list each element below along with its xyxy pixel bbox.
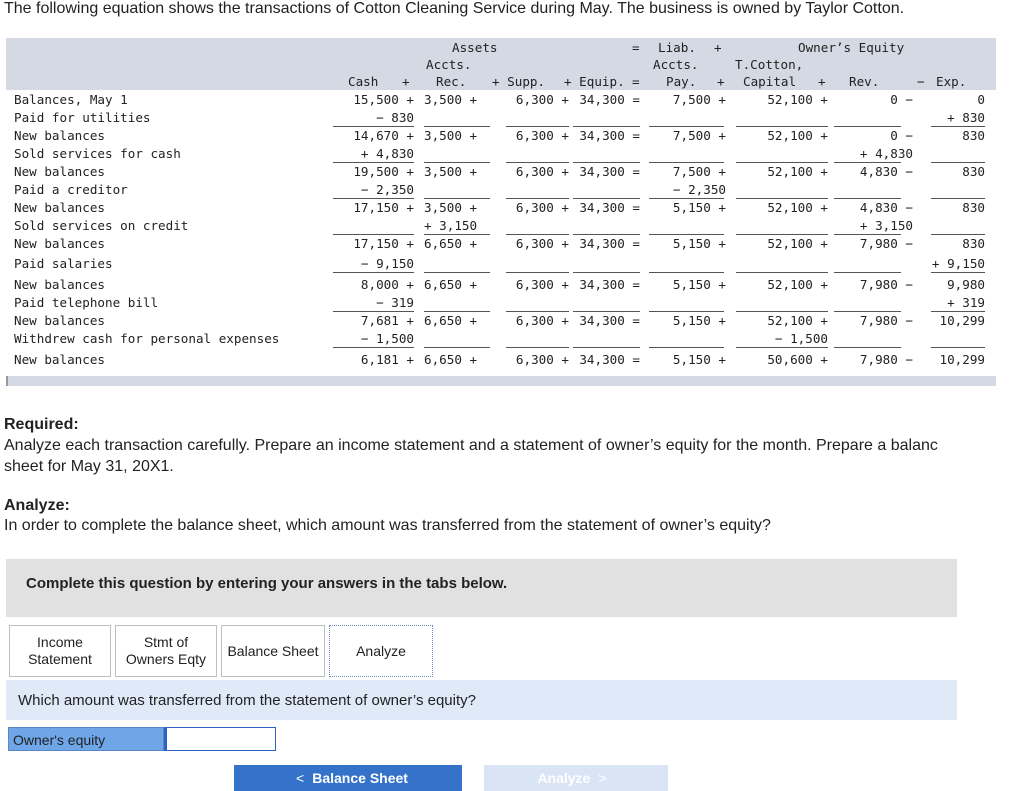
cell-pay: 5,150 + xyxy=(672,236,726,251)
cell-exp: + 830 xyxy=(947,110,985,125)
row-label: Paid a creditor xyxy=(14,182,128,197)
rule-line xyxy=(573,198,640,199)
cell-exp: 830 xyxy=(962,200,985,215)
next-button-label: Analyze xyxy=(537,770,591,786)
cell-cash: + 4,830 xyxy=(360,146,414,161)
cell-rec: 6,650 + xyxy=(424,352,478,367)
rule-line xyxy=(333,347,414,348)
cell-exp: 830 xyxy=(962,128,985,143)
cell-rec: 6,650 + xyxy=(424,277,478,292)
tab-income-statement[interactable] xyxy=(9,625,111,677)
rule-line xyxy=(931,234,985,235)
cell-cash: 15,500 + xyxy=(353,92,414,107)
header-exp: Exp. xyxy=(936,74,967,89)
cell-rev: 0 − xyxy=(890,128,913,143)
rule-line xyxy=(649,272,724,273)
cell-exp: 0 xyxy=(977,92,985,107)
cell-cash: 7,681 + xyxy=(360,313,414,328)
cell-cash: 17,150 + xyxy=(353,200,414,215)
rule-line xyxy=(333,272,414,273)
row-label: New balances xyxy=(14,352,105,367)
rule-line xyxy=(649,126,724,127)
transaction-ledger xyxy=(6,38,996,386)
header-assets: Assets xyxy=(452,40,498,55)
rule-line xyxy=(931,126,985,127)
row-label: New balances xyxy=(14,128,105,143)
rule-line xyxy=(424,198,490,199)
rule-line xyxy=(506,162,569,163)
intro-text: The following equation shows the transactions of Cotton Cleaning Service during May. The business is owned by Taylor Cotton. xyxy=(4,0,905,17)
cell-rev: 7,980 − xyxy=(859,236,913,251)
rule-line xyxy=(736,234,828,235)
rule-line xyxy=(506,272,569,273)
rule-line xyxy=(834,347,901,348)
rule-line xyxy=(649,234,724,235)
cell-rev: + 4,830 xyxy=(859,146,913,161)
cell-rev: 7,980 − xyxy=(859,313,913,328)
row-label: New balances xyxy=(14,164,105,179)
tab-label-line2: Owners Eqty xyxy=(125,651,207,667)
cell-rev: 7,980 − xyxy=(859,277,913,292)
rule-line xyxy=(424,234,490,235)
rule-line xyxy=(931,347,985,348)
tab-stmt-owners-eqty[interactable] xyxy=(115,625,217,677)
cell-supp: 6,300 + xyxy=(515,352,569,367)
rule-line xyxy=(424,347,490,348)
cell-cash: 17,150 + xyxy=(353,236,414,251)
tab-label: Balance Sheet xyxy=(227,642,319,659)
row-label: New balances xyxy=(14,236,105,251)
rule-line xyxy=(424,272,490,273)
rule-line xyxy=(506,311,569,312)
rule-line xyxy=(506,347,569,348)
rule-line xyxy=(834,234,901,235)
answer-input[interactable] xyxy=(164,727,276,751)
cell-rec: 3,500 + xyxy=(424,200,478,215)
header-accts-pay: Accts. xyxy=(653,57,699,72)
rule-line xyxy=(424,311,490,312)
cell-pay: 7,500 + xyxy=(672,128,726,143)
answer-label: Owner's equity xyxy=(8,727,164,751)
rule-line xyxy=(931,198,985,199)
chevron-right-icon: > xyxy=(598,770,607,786)
tab-label-line2: Statement xyxy=(28,651,92,667)
rule-line xyxy=(333,234,414,235)
rule-line xyxy=(931,162,985,163)
rule-line xyxy=(649,198,724,199)
required-text-line2: sheet for May 31, 20X1. xyxy=(4,458,174,475)
header-rev: Rev. xyxy=(849,74,880,89)
header-equals-2: = xyxy=(632,74,640,89)
cell-exp: 10,299 xyxy=(939,352,985,367)
cell-equip: 34,300 = xyxy=(579,313,640,328)
rule-line xyxy=(506,126,569,127)
analyze-text: In order to complete the balance sheet, which amount was transferred from the statement of owner’s equity? xyxy=(4,517,771,534)
ledger-bottom-band xyxy=(6,376,996,386)
rule-line xyxy=(736,198,828,199)
rule-line xyxy=(649,162,724,163)
header-equip: + Equip. xyxy=(564,74,625,89)
row-label: Withdrew cash for personal expenses xyxy=(14,331,280,346)
header-cash: Cash xyxy=(348,74,379,89)
prev-tab-button[interactable] xyxy=(234,765,462,791)
required-text-line1: Analyze each transaction carefully. Prepare an income statement and a statement of owner’s equity for the month. Prepare a balanc xyxy=(4,437,938,454)
next-tab-button[interactable] xyxy=(484,765,668,791)
cell-cap: − 1,500 xyxy=(774,331,828,346)
tab-balance-sheet[interactable] xyxy=(221,625,325,677)
rule-line xyxy=(736,311,828,312)
tab-label: Analyze xyxy=(356,642,406,659)
cell-cash: 14,670 + xyxy=(353,128,414,143)
row-label: Paid for utilities xyxy=(14,110,151,125)
row-label: Paid salaries xyxy=(14,256,113,271)
cell-supp: 6,300 + xyxy=(515,200,569,215)
cell-rev: 4,830 − xyxy=(859,200,913,215)
rule-line xyxy=(834,272,901,273)
instruction-banner xyxy=(6,559,957,617)
header-plus-pay: + xyxy=(717,74,725,89)
cell-cap: 52,100 + xyxy=(767,128,828,143)
rule-line xyxy=(736,162,828,163)
cell-cap: 50,600 + xyxy=(767,352,828,367)
rule-line xyxy=(834,126,901,127)
header-liab: Liab. xyxy=(658,40,696,55)
header-capital: Capital xyxy=(743,74,797,89)
cell-rec: + 3,150 xyxy=(424,218,478,233)
cell-rec: 3,500 + xyxy=(424,92,478,107)
row-label: Paid telephone bill xyxy=(14,295,159,310)
rule-line xyxy=(506,234,569,235)
cell-supp: 6,300 + xyxy=(515,236,569,251)
cell-pay: − 2,350 xyxy=(672,182,726,197)
cell-cash: 6,181 + xyxy=(360,352,414,367)
cell-exp: + 9,150 xyxy=(931,256,985,271)
rule-line xyxy=(834,162,901,163)
cell-cap: 52,100 + xyxy=(767,277,828,292)
rule-line xyxy=(506,198,569,199)
cell-cash: 19,500 + xyxy=(353,164,414,179)
rule-line xyxy=(649,347,724,348)
row-label: New balances xyxy=(14,277,105,292)
rule-line xyxy=(573,272,640,273)
tab-label-line1: Income xyxy=(37,634,83,650)
header-plus-cash: + xyxy=(402,74,410,89)
rule-line xyxy=(573,126,640,127)
cell-equip: 34,300 = xyxy=(579,128,640,143)
tab-label-line1: Stmt of xyxy=(143,634,189,650)
rule-line xyxy=(573,347,640,348)
header-minus: − xyxy=(917,74,925,89)
cell-cash: 8,000 + xyxy=(360,277,414,292)
cell-rev: + 3,150 xyxy=(859,218,913,233)
cell-exp: 9,980 xyxy=(947,277,985,292)
cell-cash: − 1,500 xyxy=(360,331,414,346)
rule-line xyxy=(931,311,985,312)
cell-cap: 52,100 + xyxy=(767,236,828,251)
rule-line xyxy=(333,311,414,312)
rule-line xyxy=(736,272,828,273)
header-plus: + xyxy=(714,40,722,55)
question-text: Which amount was transferred from the statement of owner’s equity? xyxy=(18,692,476,709)
rule-line xyxy=(736,347,828,348)
cell-equip: 34,300 = xyxy=(579,164,640,179)
header-t-cotton: T.Cotton, xyxy=(735,57,804,72)
row-label: Sold services on credit xyxy=(14,218,189,233)
cell-cash: − 9,150 xyxy=(360,256,414,271)
cell-exp: 10,299 xyxy=(939,313,985,328)
chevron-left-icon: < xyxy=(296,770,305,786)
header-equals: = xyxy=(632,40,640,55)
cell-pay: 7,500 + xyxy=(672,92,726,107)
cell-rev: 7,980 − xyxy=(859,352,913,367)
tab-analyze[interactable] xyxy=(329,625,433,677)
cell-equip: 34,300 = xyxy=(579,92,640,107)
rule-line xyxy=(424,162,490,163)
cell-exp: 830 xyxy=(962,164,985,179)
cell-supp: 6,300 + xyxy=(515,277,569,292)
required-heading: Required: xyxy=(4,416,79,433)
rule-line xyxy=(573,311,640,312)
cell-cash: − 830 xyxy=(376,110,414,125)
cell-cap: 52,100 + xyxy=(767,92,828,107)
header-owners-equity: Owner’s Equity xyxy=(798,40,905,55)
header-pay: Pay. xyxy=(666,74,697,89)
header-rec: Rec. xyxy=(436,74,467,89)
cell-cash: − 319 xyxy=(376,295,414,310)
rule-line xyxy=(573,234,640,235)
cell-supp: 6,300 + xyxy=(515,164,569,179)
cell-exp: + 319 xyxy=(947,295,985,310)
cell-equip: 34,300 = xyxy=(579,277,640,292)
rule-line xyxy=(333,198,414,199)
cell-pay: 5,150 + xyxy=(672,277,726,292)
cell-cap: 52,100 + xyxy=(767,200,828,215)
cell-equip: 34,300 = xyxy=(579,200,640,215)
rule-line xyxy=(931,272,985,273)
rule-line xyxy=(424,126,490,127)
cell-pay: 7,500 + xyxy=(672,164,726,179)
cell-rec: 3,500 + xyxy=(424,164,478,179)
cell-exp: 830 xyxy=(962,236,985,251)
rule-line xyxy=(736,126,828,127)
cell-cap: 52,100 + xyxy=(767,313,828,328)
cell-pay: 5,150 + xyxy=(672,313,726,328)
row-label: New balances xyxy=(14,200,105,215)
cell-supp: 6,300 + xyxy=(515,313,569,328)
cell-pay: 5,150 + xyxy=(672,352,726,367)
header-plus-capital: + xyxy=(818,74,826,89)
rule-line xyxy=(834,198,901,199)
cell-cash: − 2,350 xyxy=(360,182,414,197)
header-supp: + Supp. xyxy=(492,74,546,89)
cell-supp: 6,300 + xyxy=(515,128,569,143)
cell-rev: 4,830 − xyxy=(859,164,913,179)
cell-rec: 6,650 + xyxy=(424,313,478,328)
rule-line xyxy=(834,311,901,312)
prev-button-label: Balance Sheet xyxy=(312,770,408,786)
question-panel xyxy=(6,680,957,720)
cell-equip: 34,300 = xyxy=(579,236,640,251)
cell-cap: 52,100 + xyxy=(767,164,828,179)
rule-line xyxy=(333,126,414,127)
row-label: New balances xyxy=(14,313,105,328)
cell-pay: 5,150 + xyxy=(672,200,726,215)
rule-line xyxy=(573,162,640,163)
cell-supp: 6,300 + xyxy=(515,92,569,107)
header-accts-rec: Accts. xyxy=(426,57,472,72)
instruction-text: Complete this question by entering your answers in the tabs below. xyxy=(26,575,508,592)
row-label: Sold services for cash xyxy=(14,146,181,161)
cell-equip: 34,300 = xyxy=(579,352,640,367)
rule-line xyxy=(333,162,414,163)
cell-rec: 3,500 + xyxy=(424,128,478,143)
analyze-heading: Analyze: xyxy=(4,497,70,514)
cell-rev: 0 − xyxy=(890,92,913,107)
rule-line xyxy=(649,311,724,312)
row-label: Balances, May 1 xyxy=(14,92,128,107)
cell-rec: 6,650 + xyxy=(424,236,478,251)
